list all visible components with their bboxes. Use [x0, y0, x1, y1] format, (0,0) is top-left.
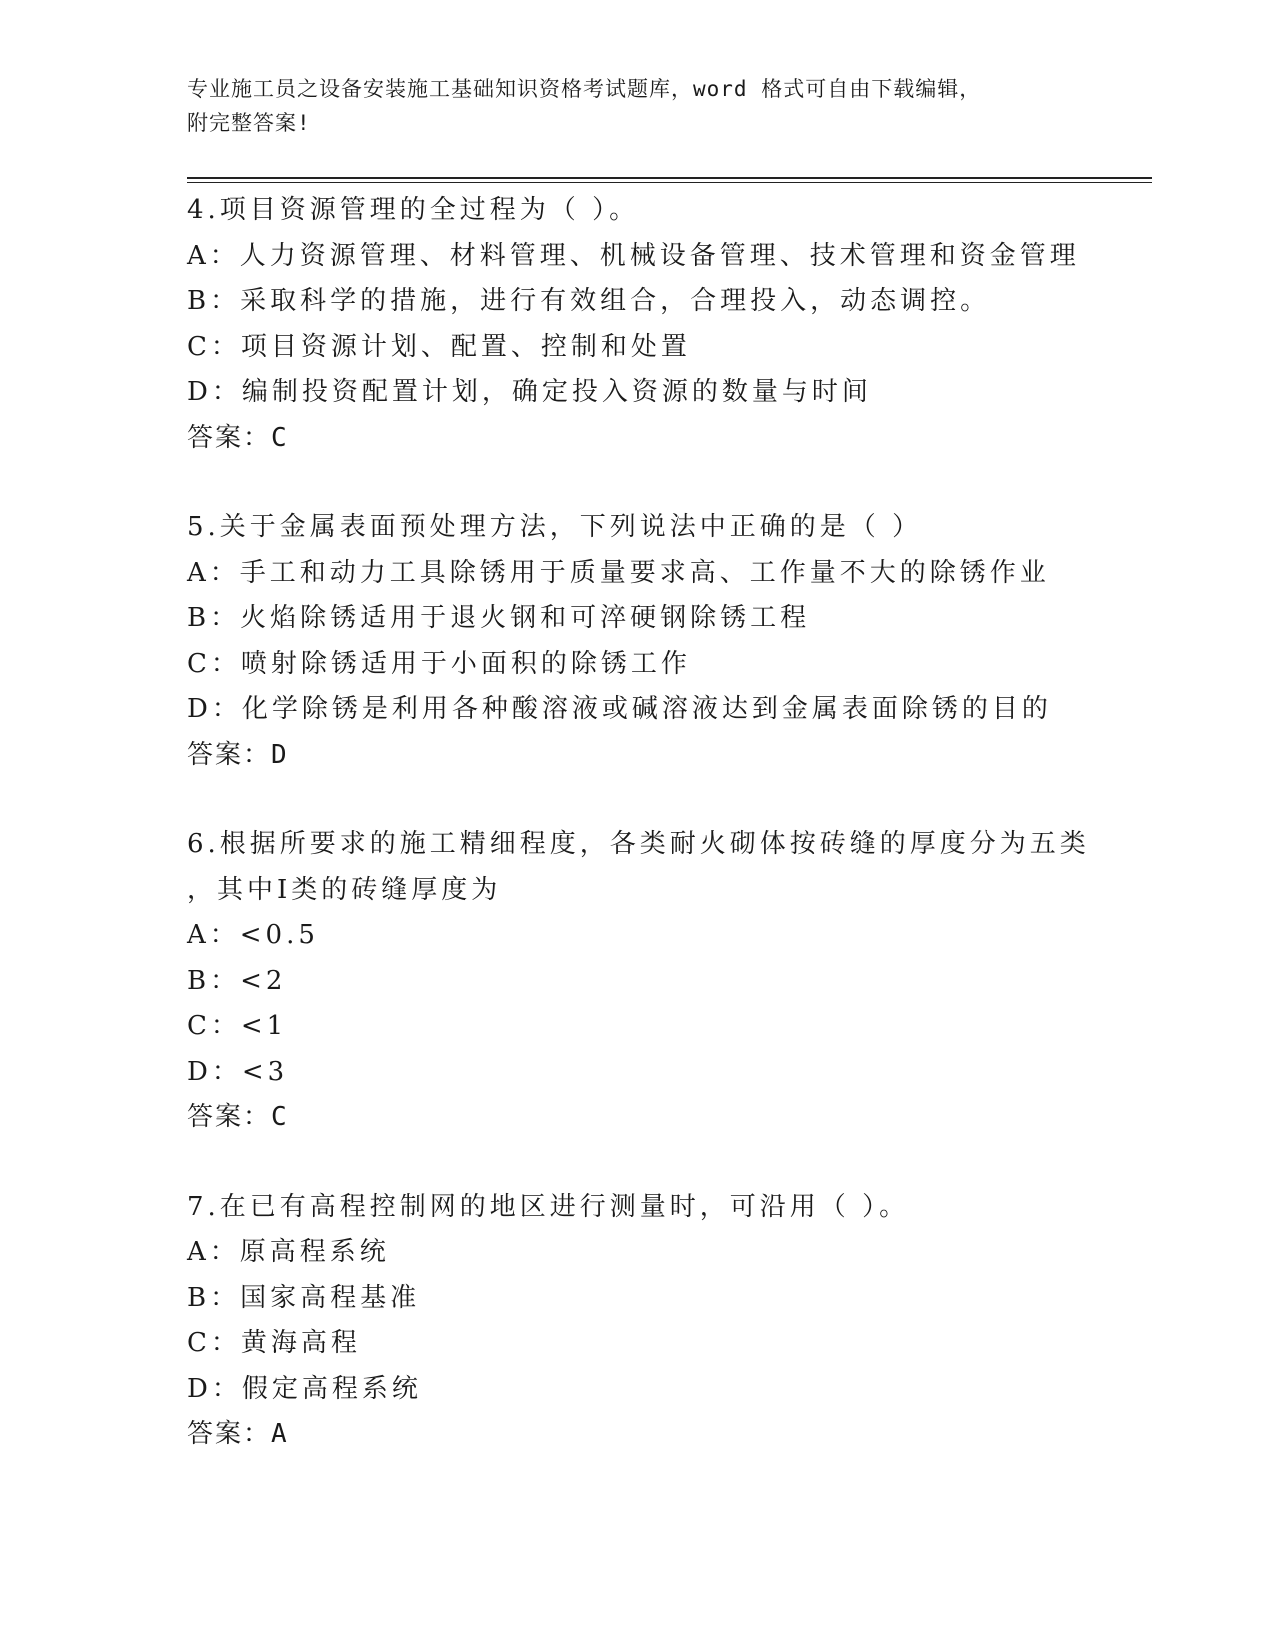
option-a: A：人力资源管理、材料管理、机械设备管理、技术管理和资金管理	[187, 240, 1080, 271]
option-d: D：编制投资配置计划，确定投入资源的数量与时间	[187, 377, 872, 407]
option-c: C：黄海高程	[187, 1328, 361, 1358]
option-b: B：采取科学的措施，进行有效组合，合理投入，动态调控。	[187, 286, 991, 316]
answer-label: 答案：C	[187, 422, 289, 453]
option-b: B：国家高程基准	[187, 1282, 421, 1313]
question-4	[187, 188, 1147, 461]
header-line-1: 专业施工员之设备安装施工基础知识资格考试题库，word 格式可自由下载编辑，	[187, 77, 982, 101]
option-d: D：化学除锈是利用各种酸溶液或碱溶液达到金属表面除锈的目的	[187, 694, 1052, 724]
question-stem: 5.关于金属表面预处理方法，下列说法中正确的是（ ）	[187, 512, 923, 542]
option-b: B：<2	[187, 965, 287, 996]
option-c: C：<1	[187, 1011, 288, 1041]
question-7	[187, 1185, 1147, 1458]
document-header	[187, 72, 1087, 140]
option-a: A：原高程系统	[187, 1237, 390, 1267]
option-c: C：项目资源计划、配置、控制和处置	[187, 331, 691, 362]
option-a: A：<0.5	[187, 920, 319, 950]
option-d: D：假定高程系统	[187, 1373, 422, 1404]
question-list	[187, 188, 1147, 1502]
header-divider-thick	[187, 177, 1152, 179]
header-divider-thin	[187, 182, 1152, 183]
answer-label: 答案：C	[187, 1102, 289, 1132]
question-stem-line-1: 6.根据所要求的施工精细程度，各类耐火砌体按砖缝的厚度分为五类	[187, 829, 1090, 859]
answer-label: 答案：D	[187, 739, 289, 770]
question-stem: 7.在已有高程控制网的地区进行测量时，可沿用（ ）。	[187, 1191, 910, 1222]
question-stem: 4.项目资源管理的全过程为（ ）。	[187, 195, 640, 225]
answer-label: 答案：A	[187, 1419, 289, 1449]
option-b: B：火焰除锈适用于退火钢和可淬硬钢除锈工程	[187, 603, 811, 633]
question-5	[187, 505, 1147, 778]
option-d: D：<3	[187, 1056, 289, 1087]
option-c: C：喷射除锈适用于小面积的除锈工作	[187, 648, 691, 679]
question-stem-line-2: ，其中Ⅰ类的砖缝厚度为	[187, 874, 502, 905]
option-a: A：手工和动力工具除锈用于质量要求高、工作量不大的除锈作业	[187, 557, 1050, 588]
header-line-2: 附完整答案!	[187, 111, 311, 135]
question-6	[187, 822, 1147, 1141]
